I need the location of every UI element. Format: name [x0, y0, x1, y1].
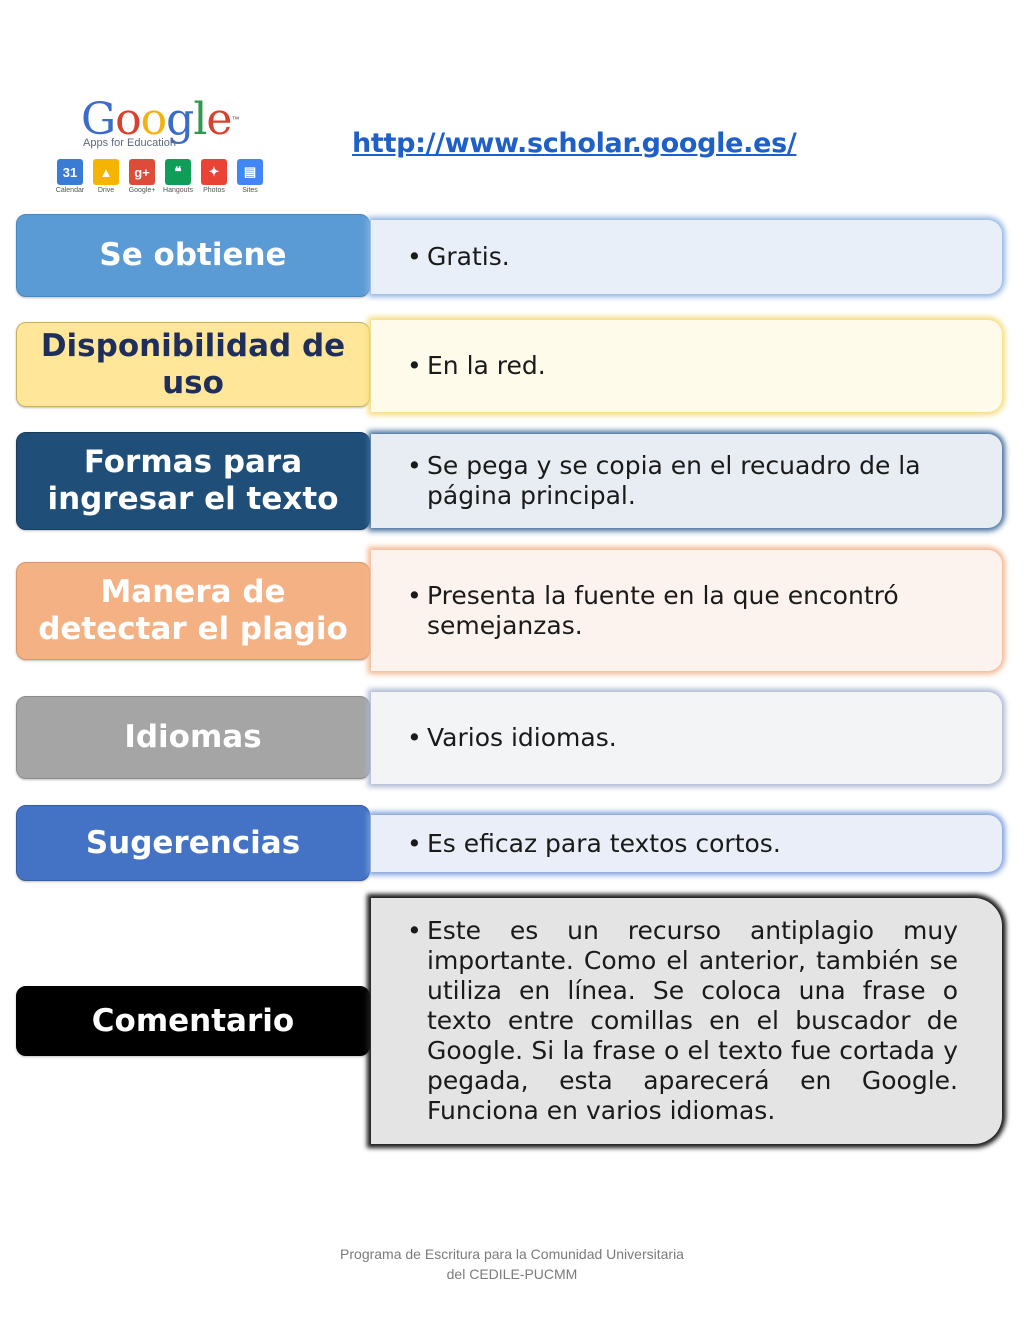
- bullet-dot: •: [407, 723, 422, 752]
- bullet-dot: •: [407, 580, 422, 610]
- row-content: [371, 692, 1002, 784]
- app-label: Photos: [203, 187, 225, 194]
- row-content: [371, 434, 1002, 528]
- drive-icon: ▲: [93, 159, 119, 185]
- app-label: Calendar: [55, 187, 85, 194]
- row-label: Se obtiene: [16, 214, 370, 297]
- row-text: Varios idiomas.: [427, 723, 617, 752]
- app-drive: [91, 159, 121, 194]
- row-content: [371, 220, 1002, 294]
- logo-subtitle: Apps for Education: [83, 137, 176, 149]
- row-text: En la red.: [427, 351, 546, 380]
- scholar-url-link[interactable]: http://www.scholar.google.es/: [352, 128, 797, 159]
- row-label: Manera de detectar el plagio: [16, 562, 370, 660]
- app-calendar: [55, 159, 85, 194]
- footer-line-2: del CEDILE-PUCMM: [446, 1266, 578, 1282]
- bullet-dot: •: [407, 916, 422, 945]
- bullet-dot: •: [407, 828, 422, 858]
- row-text: Se pega y se copia en el recuadro de la página principal.: [427, 451, 921, 510]
- app-label: Sites: [242, 187, 258, 194]
- google-plus-icon: g+: [129, 159, 155, 185]
- app-label: Google+: [128, 187, 156, 194]
- row-label: Sugerencias: [16, 805, 370, 881]
- app-icon-strip: [55, 159, 265, 194]
- app-hangouts: [163, 159, 193, 194]
- app-label: Hangouts: [163, 187, 193, 194]
- row-text: Este es un recurso antiplagio muy importante. Como el anterior, también se utiliza en línea. Se coloca una frase o texto entre comillas en el buscador de Google. Si la frase o el texto fue cortada y pegada, esta aparecerá en Google. Funciona en varios idiomas.: [427, 916, 958, 1125]
- row-label: Formas para ingresar el texto: [16, 432, 370, 530]
- app-sites: [235, 159, 265, 194]
- bullet-dot: •: [407, 242, 422, 271]
- sites-icon: ▤: [237, 159, 263, 185]
- row-text: Es eficaz para textos cortos.: [427, 828, 781, 858]
- app-google: [127, 159, 157, 194]
- calendar-icon: 31: [57, 159, 83, 185]
- row-label: Comentario: [16, 986, 370, 1056]
- row-label: Idiomas: [16, 696, 370, 779]
- bullet-dot: •: [407, 351, 422, 380]
- row-text: Presenta la fuente en la que encontró semejanzas.: [427, 580, 899, 640]
- google-wordmark: Google™: [81, 94, 239, 145]
- row-content: [371, 898, 1002, 1144]
- footer-line-1: Programa de Escritura para la Comunidad Universitaria: [340, 1246, 684, 1262]
- app-photos: [199, 159, 229, 194]
- row-content: [371, 550, 1002, 671]
- row-text: Gratis.: [427, 242, 510, 271]
- page-footer: [0, 1244, 1024, 1284]
- bullet-dot: •: [407, 451, 422, 480]
- photos-icon: ✦: [201, 159, 227, 185]
- google-apps-logo: [55, 95, 265, 205]
- row-content: [371, 320, 1002, 412]
- row-content: [371, 815, 1002, 872]
- app-label: Drive: [97, 187, 115, 194]
- hangouts-icon: ❝: [165, 159, 191, 185]
- row-label: Disponibilidad de uso: [16, 322, 370, 407]
